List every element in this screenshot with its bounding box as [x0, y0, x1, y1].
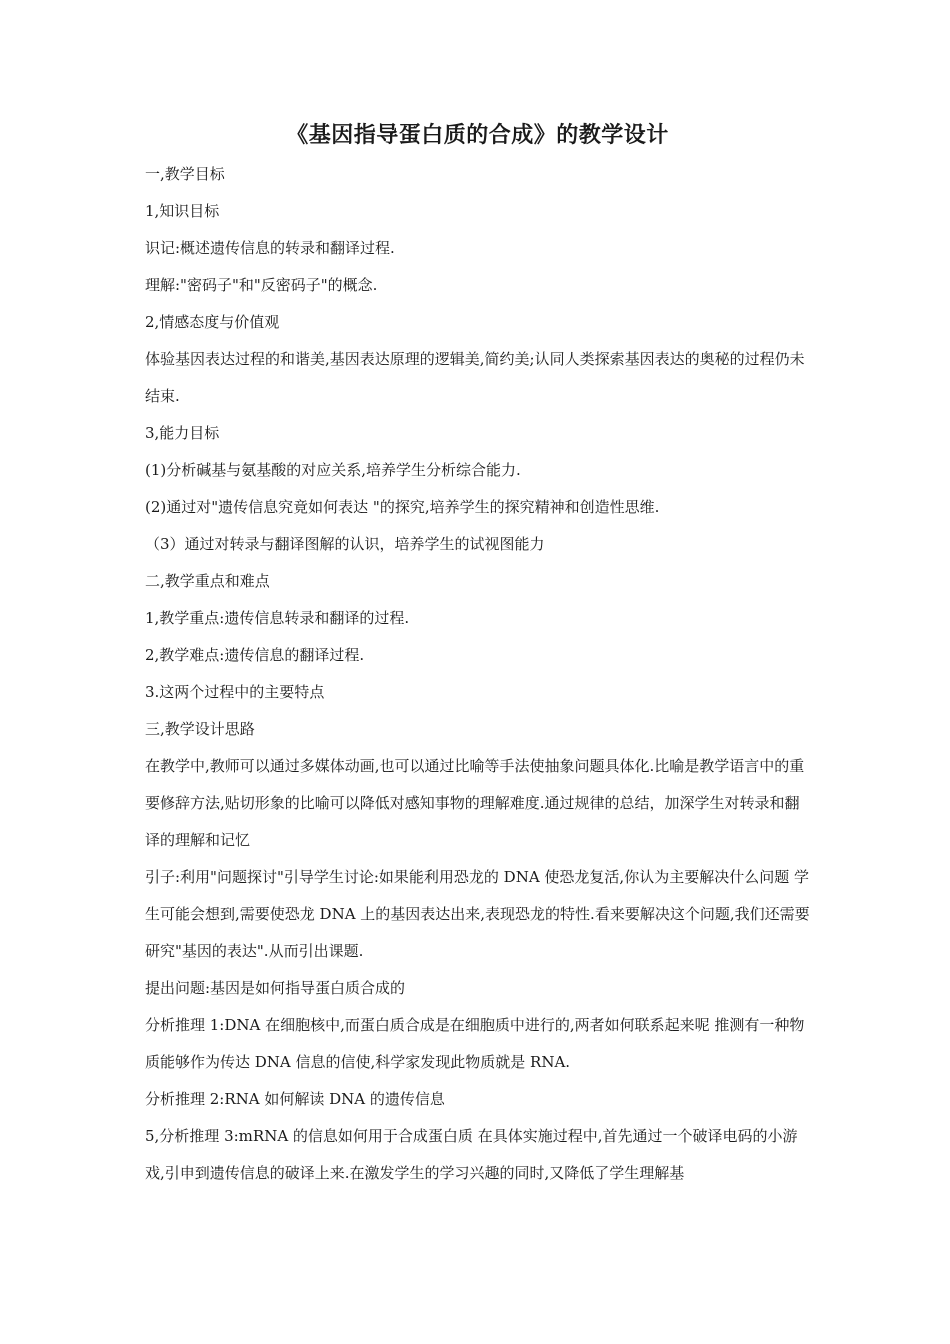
document-page [145, 118, 810, 1192]
paragraph: 在教学中,教师可以通过多媒体动画,也可以通过比喻等手法使抽象问题具体化.比喻是教学语言中的重要修辞方法,贴切形象的比喻可以降低对感知事物的理解难度.通过规律的总结，加深学生对转录和翻译的理解和记忆 [145, 757, 805, 849]
section-heading: 三,教学设计思路 [145, 720, 255, 738]
subsection-heading: 3,能力目标 [145, 424, 220, 442]
paragraph: 识记:概述遗传信息的转录和翻译过程. [145, 239, 395, 257]
subsection-heading: 1,知识目标 [145, 202, 220, 220]
paragraph: （3）通过对转录与翻译图解的认识，培养学生的试视图能力 [145, 535, 545, 553]
paragraph: (2)通过对"遗传信息究竟如何表达 "的探究,培养学生的探究精神和创造性思维. [145, 498, 660, 516]
subsection-heading: 2,情感态度与价值观 [145, 313, 280, 331]
section-heading: 一,教学目标 [145, 165, 225, 183]
paragraph: 分析推理 2:RNA 如何解读 DNA 的遗传信息 [145, 1090, 445, 1108]
paragraph: 体验基因表达过程的和谐美,基因表达原理的逻辑美,简约美;认同人类探索基因表达的奥秘的过程仍未结束. [145, 350, 805, 405]
paragraph: 2,教学难点:遗传信息的翻译过程. [145, 646, 365, 664]
paragraph: 1,教学重点:遗传信息转录和翻译的过程. [145, 609, 410, 627]
paragraph: 分析推理 1:DNA 在细胞核中,而蛋白质合成是在细胞质中进行的,两者如何联系起来呢 推测有一种物质能够作为传达 DNA 信息的信使,科学家发现此物质就是 RNA. [145, 1016, 805, 1071]
paragraph: 引子:利用"问题探讨"引导学生讨论:如果能利用恐龙的 DNA 使恐龙复活,你认为主要解决什么问题 学生可能会想到,需要使恐龙 DNA 上的基因表达出来,表现恐龙的特性.看来要解决这个问题,我们还需要研究"基因的表达".从而引出课题. [145, 868, 810, 960]
paragraph: (1)分析碱基与氨基酸的对应关系,培养学生分析综合能力. [145, 461, 521, 479]
paragraph: 理解:"密码子"和"反密码子"的概念. [145, 276, 378, 294]
paragraph: 提出问题:基因是如何指导蛋白质合成的 [145, 979, 406, 997]
paragraph: 3.这两个过程中的主要特点 [145, 683, 325, 701]
document-title: 《基因指导蛋白质的合成》的教学设计 [286, 122, 669, 148]
paragraph: 5,分析推理 3:mRNA 的信息如何用于合成蛋白质 在具体实施过程中,首先通过一个破译电码的小游戏,引申到遗传信息的破译上来.在激发学生的学习兴趣的同时,又降低了学生理解基 [145, 1127, 798, 1182]
section-heading: 二,教学重点和难点 [145, 572, 270, 590]
